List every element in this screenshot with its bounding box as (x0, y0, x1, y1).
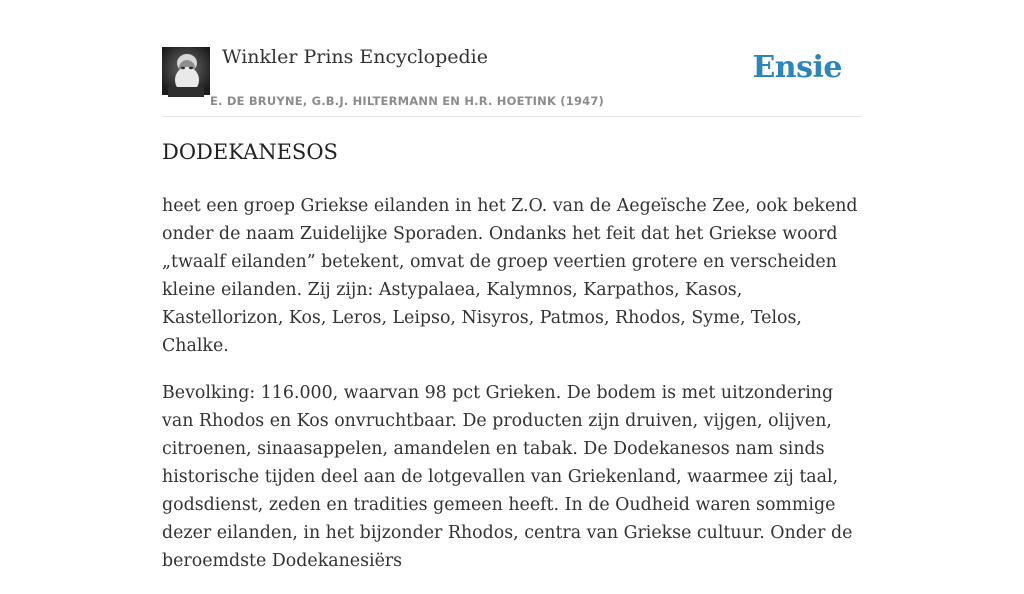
source-header (162, 44, 862, 117)
ensie-logo[interactable]: Ensie (752, 50, 842, 85)
article-body (162, 192, 862, 594)
source-authors: E. DE BRUYNE, G.B.J. HILTERMANN EN H.R. HOETINK (1947) (210, 94, 605, 108)
portrait-image (162, 47, 210, 95)
source-title[interactable]: Winkler Prins Encyclopedie (222, 46, 488, 68)
article-paragraph: Bevolking: 116.000, waarvan 98 pct Grieken. De bodem is met uitzondering van Rhodos en Kos onvruchtbaar. De producten zijn druiven, vijgen, olijven, citroenen, sinaasappelen, amandelen en tabak. De Dodekanesos nam sinds historische tijden deel aan de lotgevallen van Griekenland, waarmee zij taal, godsdienst, zeden en tradities gemeen heeft. In de Oudheid waren sommige dezer eilanden, in het bijzonder Rhodos, centra van Griekse cultuur. Onder de beroemdste Dodekanesiërs (162, 383, 853, 571)
article-title: DODEKANESOS (162, 140, 338, 164)
article-paragraph: heet een groep Griekse eilanden in het Z.O. van de Aegeïsche Zee, ook bekend onder de naam Zuidelijke Sporaden. Ondanks het feit dat het Griekse woord „twaalf eilanden” betekent, omvat de groep veertien grotere en verscheiden kleine eilanden. Zij zijn: Astypalaea, Kalymnos, Karpathos, Kasos, Kastellorizon, Kos, Leros, Leipso, Nisyros, Patmos, Rhodos, Syme, Telos, Chalke. (162, 196, 858, 356)
author-avatar[interactable] (162, 47, 210, 95)
